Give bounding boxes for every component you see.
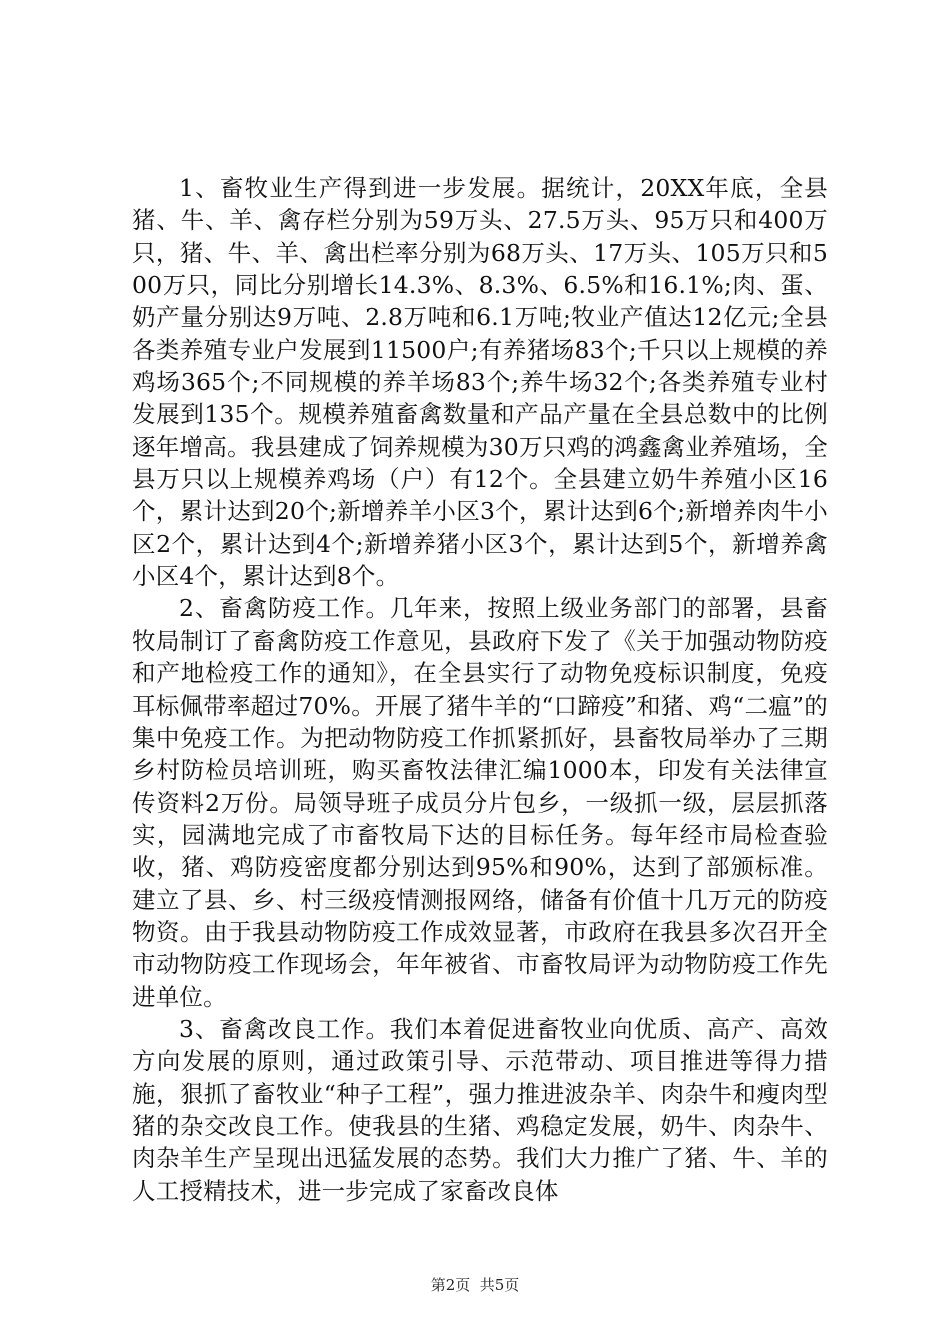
page-footer [0, 1275, 950, 1295]
paragraph-epidemic-prevention: 2、畜禽防疫工作。几年来，按照上级业务部门的部署，县畜牧局制订了畜禽防疫工作意见，县政府下发了《关于加强动物防疫和产地检疫工作的通知》，在全县实行了动物免疫标识制度，免疫耳标佩带率超过70%。开展了猪牛羊的“口蹄疫”和猪、鸡“二瘟”的集中免疫工作。为把动物防疫工作抓紧抓好，县畜牧局举办了三期乡村防检员培训班，购买畜牧法律汇编1000本，印发有关法律宣传资料2万份。局领导班子成员分片包乡，一级抓一级，层层抓落实，园满地完成了市畜牧局下达的目标任务。每年经市局检查验收，猪、鸡防疫密度都分别达到95%和90%，达到了部颁标准。建立了县、乡、村三级疫情测报网络，储备有价值十几万元的防疫物资。由于我县动物防疫工作成效显著，市政府在我县多次召开全市动物防疫工作现场会，年年被省、市畜牧局评为动物防疫工作先进单位。 [132, 594, 828, 1011]
document-body [132, 172, 828, 1207]
page-number-label: 第2页 共5页 [430, 1276, 520, 1294]
paragraph-livestock-production: 1、畜牧业生产得到进一步发展。据统计，20XX年底，全县猪、牛、羊、禽存栏分别为59万头、27.5万头、95万只和400万只，猪、牛、羊、禽出栏率分别为68万头、17万头、105万只和500万只，同比分别增长14.3%、8.3%、6.5%和16.1%;肉、蛋、奶产量分别达9万吨、2.8万吨和6.1万吨;牧业产值达12亿元;全县各类养殖专业户发展到11500户;有养猪场83个;千只以上规模的养鸡场365个;不同规模的养羊场83个;养牛场32个;各类养殖专业村发展到135个。规模养殖畜禽数量和产品产量在全县总数中的比例逐年增高。我县建成了饲养规模为30万只鸡的鸿鑫禽业养殖场，全县万只以上规模养鸡场（户）有12个。全县建立奶牛养殖小区16个，累计达到20个;新增养羊小区3个，累计达到6个;新增养肉牛小区2个，累计达到4个;新增养猪小区3个，累计达到5个，新增养禽小区4个，累计达到8个。 [132, 174, 828, 591]
paragraph-breed-improvement: 3、畜禽改良工作。我们本着促进畜牧业向优质、高产、高效方向发展的原则，通过政策引导、示范带动、项目推进等得力措施，狠抓了畜牧业“种子工程”，强力推进波杂羊、肉杂牛和瘦肉型猪的杂交改良工作。使我县的生猪、鸡稳定发展，奶牛、肉杂牛、肉杂羊生产呈现出迅猛发展的态势。我们大力推广了猪、牛、羊的人工授精技术，进一步完成了家畜改良体 [132, 1014, 828, 1205]
